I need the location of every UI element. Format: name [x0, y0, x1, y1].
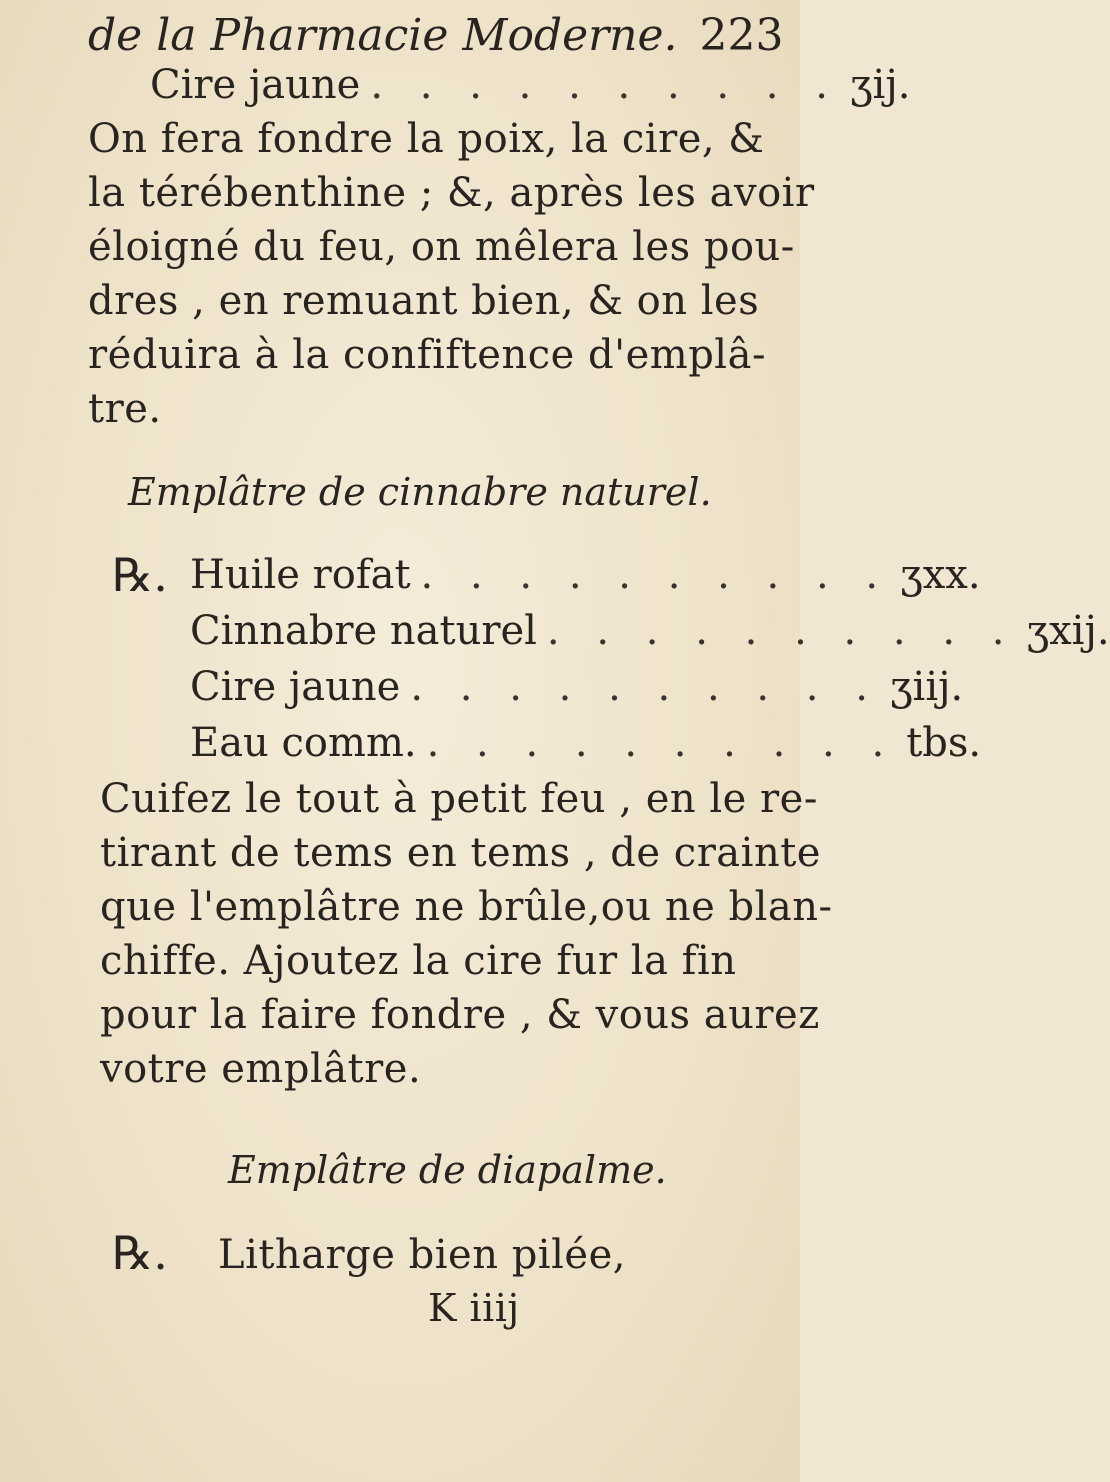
signature-mark: K iiij: [428, 1286, 520, 1330]
text-line: pour la faire fondre , & vous aurez: [100, 992, 820, 1038]
text-line: Cuifez le tout à petit feu , en le re-: [100, 776, 818, 822]
section-heading: Emplâtre de cinnabre naturel.: [128, 470, 712, 514]
text-line: tre.: [88, 386, 162, 432]
text-line: réduira à la confiftence d'emplâ-: [88, 332, 766, 378]
page-number: 223: [699, 10, 784, 61]
ingredient-name: Cire jaune: [150, 62, 361, 108]
text-line: On fera fondre la poix, la cire, &: [88, 116, 765, 162]
leader-dots: . . . . . . . . . .: [426, 720, 897, 766]
ingredient-name: Cinnabre naturel: [190, 608, 537, 654]
running-head-title: de la Pharmacie Moderne.: [88, 10, 678, 61]
recipe-row: [190, 664, 964, 710]
text-line: la térébenthine ; &, après les avoir: [88, 170, 815, 216]
text-line: chiffe. Ajoutez la cire fur la fin: [100, 938, 737, 984]
text-line: votre emplâtre.: [100, 1046, 422, 1092]
recipe-row: [190, 552, 981, 598]
ingredient-dose: ʒij.: [849, 62, 911, 108]
ingredient-name: Cire jaune: [190, 664, 401, 710]
recipe-row: [190, 608, 1110, 654]
text-line: tirant de tems en tems , de crainte: [100, 830, 821, 876]
recipe-row: [190, 720, 982, 766]
text-line: dres , en remuant bien, & on les: [88, 278, 760, 324]
ingredient-name: Litharge bien pilée,: [218, 1232, 626, 1278]
ingredient-name: Huile rofat: [190, 552, 411, 598]
leader-dots: . . . . . . . . . .: [420, 552, 891, 598]
recipe-row: [150, 62, 911, 108]
section-heading: Emplâtre de diapalme.: [228, 1148, 667, 1192]
recipe-symbol: ℞.: [112, 1226, 168, 1280]
ingredient-dose: ʒiij.: [889, 664, 964, 710]
leader-dots: . . . . . . . . . .: [546, 608, 1017, 654]
recipe-symbol: ℞.: [112, 548, 168, 602]
running-head: [88, 10, 784, 61]
leader-dots: . . . . . . . . . .: [410, 664, 880, 710]
ingredient-dose: ʒxij.: [1026, 608, 1110, 654]
text-line: que l'emplâtre ne brûle,ou ne blan-: [100, 884, 833, 930]
ingredient-dose: ʒxx.: [900, 552, 981, 598]
ingredient-dose: tbs.: [906, 720, 982, 766]
ingredient-name: Eau comm.: [190, 720, 417, 766]
leader-dots: . . . . . . . . . .: [370, 62, 840, 108]
text-line: éloigné du feu, on mêlera les pou-: [88, 224, 795, 270]
